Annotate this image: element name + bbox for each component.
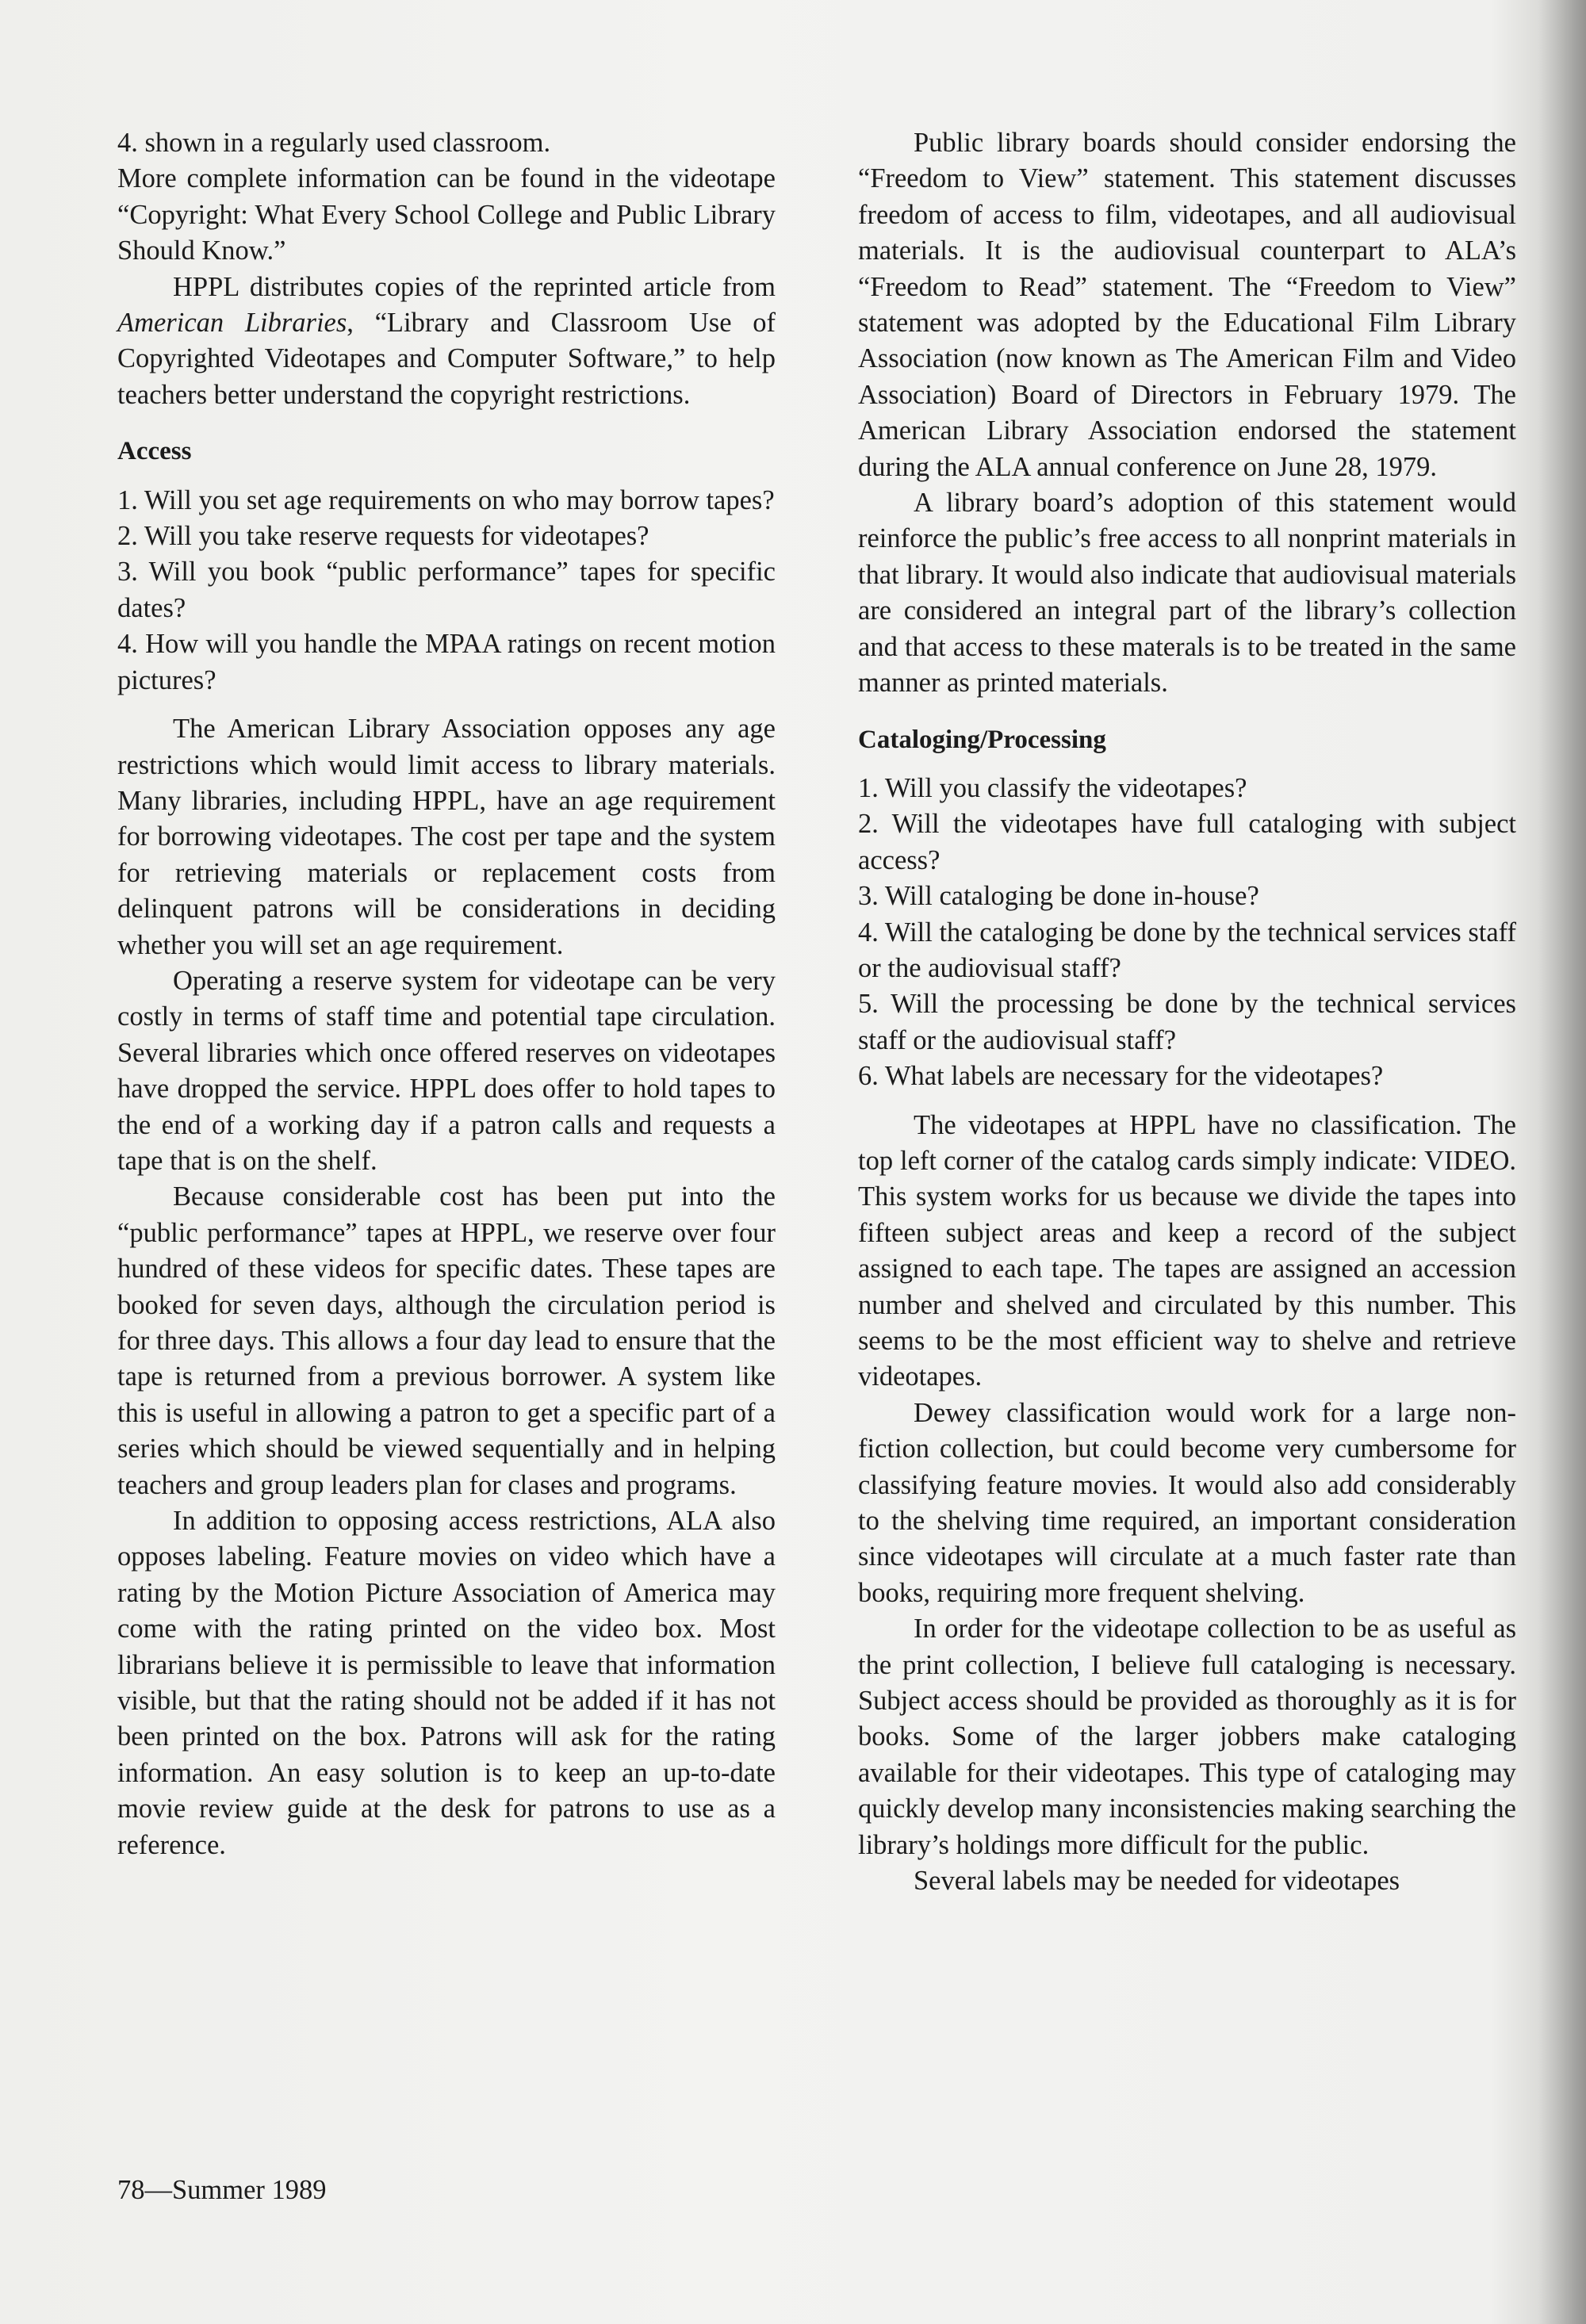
cataloging-question: 6. What labels are necessary for the videotapes?: [858, 1061, 1384, 1092]
access-question: 3. Will you book “public performance” tapes for specific dates?: [117, 557, 776, 623]
labels-paragraph: Several labels may be needed for videotapes: [914, 1866, 1400, 1897]
access-question: 4. How will you handle the MPAA ratings on recent motion pictures?: [117, 629, 776, 695]
labeling-paragraph: In addition to opposing access restrictions, ALA also opposes labeling. Feature movies on video which have a rating by the Motion Picture Association of America may come with the rating printed on the video box. Most librarians believe it is permissible to leave that information visible, but that the rating should not be added if it has not been printed on the box. Patrons will ask for the rating information. An easy solution is to keep an up-to-date movie review guide at the desk for patrons to use as a reference.: [117, 1506, 776, 1860]
binding-shadow: [1538, 0, 1586, 2324]
public-performance-paragraph: Because considerable cost has been put into the “public performance” tapes at HPPL, we reserve over four hundred of these videos for specific dates. These tapes are booked for seven days, although the circulation period is for three days. This allows a four day lead to ensure that the tape is returned from a previous borrower. A system like this is useful in allowing a patron to get a specific part of a series which should be viewed sequentially and in helping teachers and group leaders plan for clases and programs.: [117, 1181, 776, 1500]
opening-paragraph: More complete information can be found in the videotape “Copyright: What Every School College and Public Library Should Know.”: [117, 163, 776, 266]
right-column: [858, 125, 1516, 1900]
page-folio: 78—Summer 1989: [117, 2175, 327, 2205]
full-cataloging-paragraph: In order for the videotape collection to be as useful as the print collection, I believe full cataloging is necessary. Subject access should be provided as thoroughly as it is for books. Some of the larger jobbers make cataloging available for their videotapes. This type of cataloging may quickly develop many inconsistencies making searching the library’s holdings more difficult for the public.: [858, 1614, 1516, 1860]
hppl-text-end: , “Library and Classroom Use of Copyrighted Videotapes and Computer Software,” to help teachers better understand the copyright restrictions.: [117, 308, 776, 410]
access-question: 1. Will you set age requirements on who may borrow tapes?: [117, 484, 775, 515]
cataloging-question: 2. Will the videotapes have full cataloging with subject access?: [858, 809, 1516, 875]
age-restrictions-paragraph: The American Library Association opposes any age restrictions which would limit access to library materials. Many libraries, including HPPL, have an age requirement for borrowing videotapes. The cost per tape and the system for retrieving materials or replacement costs from delinquent patrons will be considerations in deciding whether you will set an age requirement.: [117, 714, 776, 960]
cataloging-question: 3. Will cataloging be done in-house?: [858, 881, 1259, 912]
cataloging-question: 5. Will the processing be done by the technical services staff or the audiovisual staff?: [858, 989, 1516, 1055]
access-question: 2. Will you take reserve requests for videotapes?: [117, 521, 649, 552]
hppl-distribution-paragraph: [117, 270, 776, 414]
board-adoption-paragraph: A library board’s adoption of this statement would reinforce the public’s free access to all nonprint materials in that library. It would also indicate that audiovisual materials are considered an integral part of the library’s collection and that access to these materals is to be treated in the same manner as printed materials.: [858, 488, 1516, 699]
dewey-paragraph: Dewey classification would work for a large non-fiction collection, but could become very cumbersome for classifying feature movies. It would also add considerably to the shelving time required, an important consideration since videotapes will circulate at a much faster rate than books, requiring more frequent shelving.: [858, 1397, 1516, 1608]
cataloging-question: 1. Will you classify the videotapes?: [858, 772, 1247, 803]
cataloging-heading: Cataloging/Processing: [858, 725, 1106, 754]
journal-title-italic: American Libraries: [117, 308, 347, 339]
classification-paragraph: The videotapes at HPPL have no classification. The top left corner of the catalog cards simply indicate: VIDEO. This system works for us because we divide the tapes into fifteen subject areas and keep a record of the subject assigned to each tape. The tapes are assigned an accession number and shelved and circulated by this number. This seems to be the most efficient way to shelve and retrieve videotapes.: [858, 1109, 1516, 1392]
cataloging-question: 4. Will the cataloging be done by the technical services staff or the audiovisual staff?: [858, 917, 1516, 983]
hppl-text-start: HPPL distributes copies of the reprinted article from: [173, 271, 776, 302]
continued-list-item: 4. shown in a regularly used classroom.: [117, 128, 551, 158]
access-heading: Access: [117, 437, 192, 466]
freedom-to-view-paragraph: Public library boards should consider endorsing the “Freedom to View” statement. This statement discusses freedom of access to film, videotapes, and all audiovisual materials. It is the audiovisual counterpart to ALA’s “Freedom to Read” statement. The “Freedom to View” statement was adopted by the Educational Film Library Association (now known as The American Film and Video Association) Board of Directors in February 1979. The American Library Association endorsed the statement during the ALA annual conference on June 28, 1979.: [858, 128, 1516, 482]
reserve-system-paragraph: Operating a reserve system for videotape can be very costly in terms of staff time and potential tape circulation. Several libraries which once offered reserves on videotapes have dropped the service. HPPL does offer to hold tapes to the end of a working day if a patron calls and requests a tape that is on the shelf.: [117, 965, 776, 1176]
left-column: [117, 125, 776, 1863]
